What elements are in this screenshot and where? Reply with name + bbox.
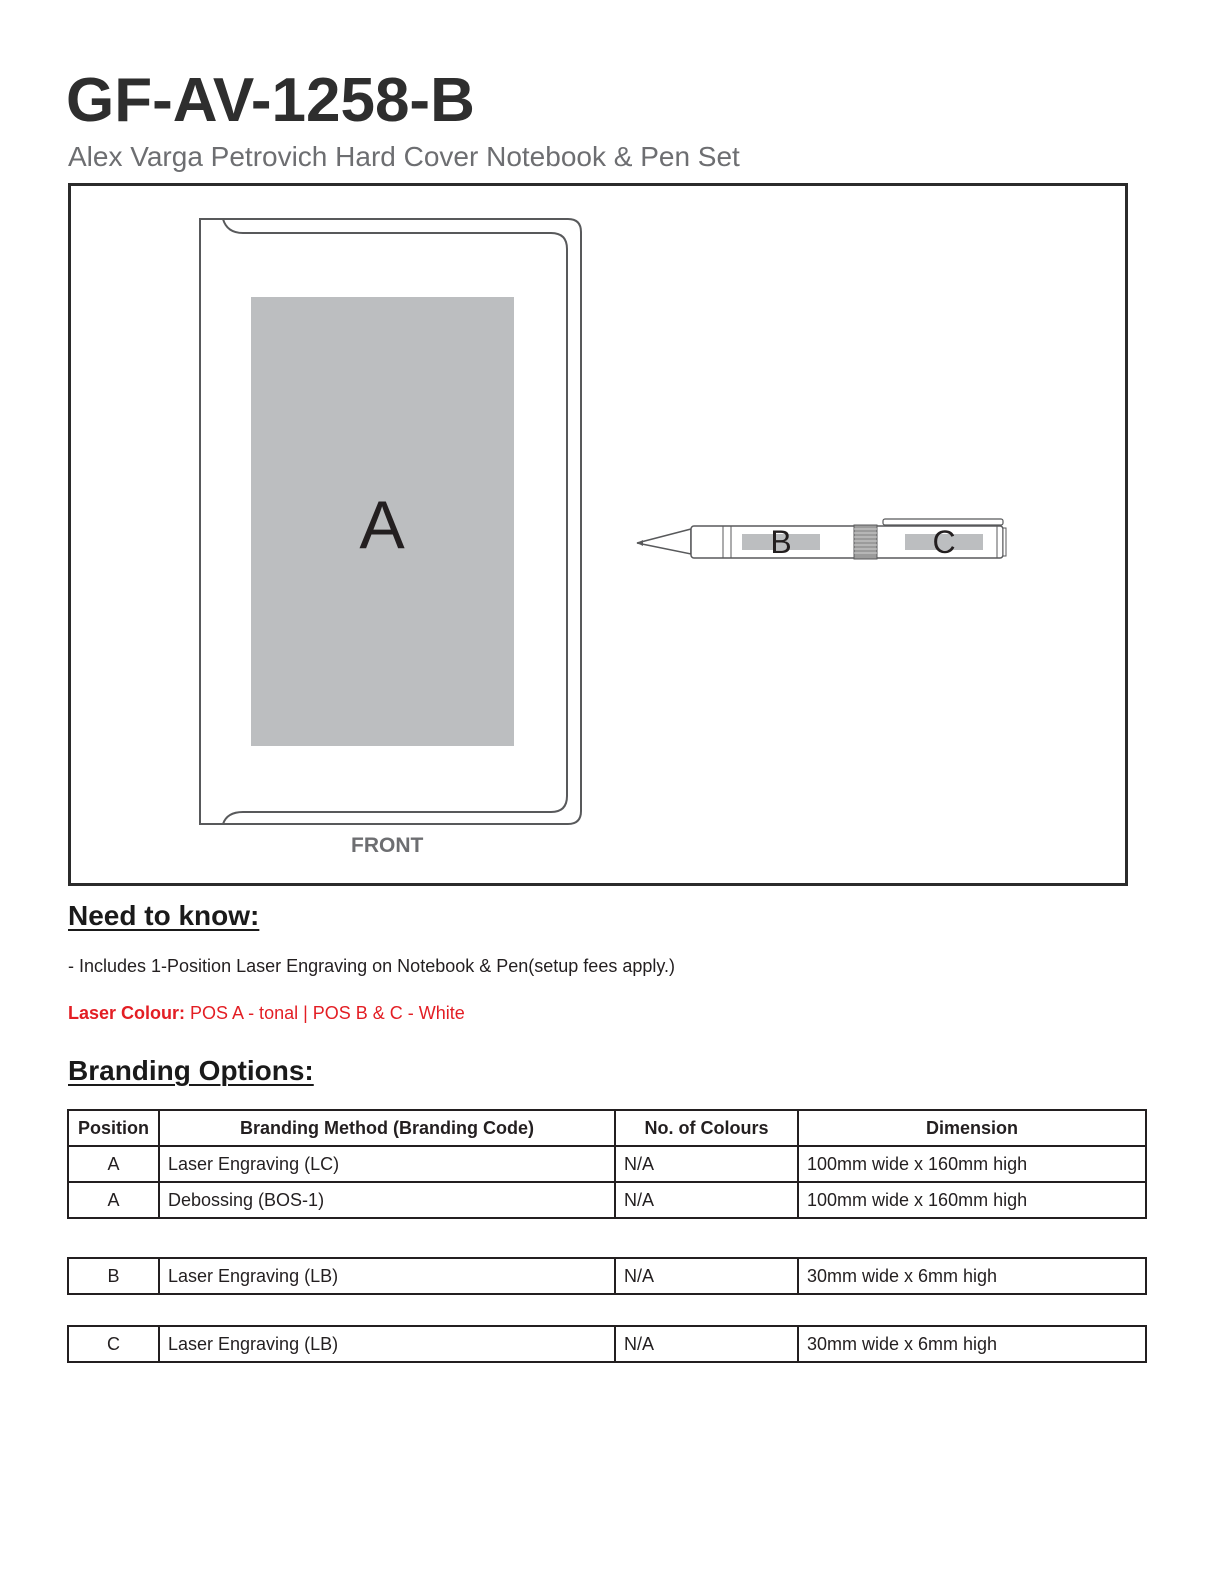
laser-colour-line — [68, 1004, 465, 1022]
branding-table-position-c — [67, 1325, 1147, 1363]
column-header-position: Position — [68, 1110, 159, 1146]
branding-table-position-a — [67, 1109, 1147, 1219]
laser-colour-value: POS A - tonal | POS B & C - White — [185, 1003, 465, 1023]
laser-colour-label: Laser Colour: — [68, 1003, 186, 1023]
cell-position: B — [68, 1258, 159, 1294]
column-header-method: Branding Method (Branding Code) — [159, 1110, 615, 1146]
position-c-label: C — [932, 524, 956, 560]
product-artwork — [71, 186, 1125, 883]
cell-colours: N/A — [615, 1182, 798, 1218]
table-row — [68, 1146, 1146, 1182]
table-row — [68, 1326, 1146, 1362]
table-row — [68, 1258, 1146, 1294]
column-header-colours: No. of Colours — [615, 1110, 798, 1146]
engraving-note: - Includes 1-Position Laser Engraving on Notebook & Pen(setup fees apply.) — [68, 956, 676, 976]
column-header-dimension: Dimension — [798, 1110, 1146, 1146]
cell-colours: N/A — [615, 1326, 798, 1362]
branding-table-position-b — [67, 1257, 1147, 1295]
table-header-row — [68, 1110, 1146, 1146]
product-artwork-frame — [68, 183, 1128, 886]
cell-dimension: 100mm wide x 160mm high — [798, 1182, 1146, 1218]
cell-method: Laser Engraving (LB) — [159, 1258, 615, 1294]
cell-dimension: 100mm wide x 160mm high — [798, 1146, 1146, 1182]
cell-position: A — [68, 1182, 159, 1218]
cell-colours: N/A — [615, 1146, 798, 1182]
need-to-know-heading: Need to know: — [68, 900, 260, 931]
table-row — [68, 1182, 1146, 1218]
cell-dimension: 30mm wide x 6mm high — [798, 1326, 1146, 1362]
cell-method: Laser Engraving (LB) — [159, 1326, 615, 1362]
branding-options-heading: Branding Options: — [68, 1055, 314, 1086]
cell-position: C — [68, 1326, 159, 1362]
cell-colours: N/A — [615, 1258, 798, 1294]
view-label: FRONT — [351, 834, 424, 857]
cell-dimension: 30mm wide x 6mm high — [798, 1258, 1146, 1294]
cell-position: A — [68, 1146, 159, 1182]
cell-method: Laser Engraving (LC) — [159, 1146, 615, 1182]
position-a-label: A — [359, 487, 405, 563]
product-code: GF-AV-1258-B — [66, 66, 475, 135]
cell-method: Debossing (BOS-1) — [159, 1182, 615, 1218]
product-name: Alex Varga Petrovich Hard Cover Notebook & Pen Set — [68, 141, 740, 172]
position-b-label: B — [770, 524, 792, 560]
